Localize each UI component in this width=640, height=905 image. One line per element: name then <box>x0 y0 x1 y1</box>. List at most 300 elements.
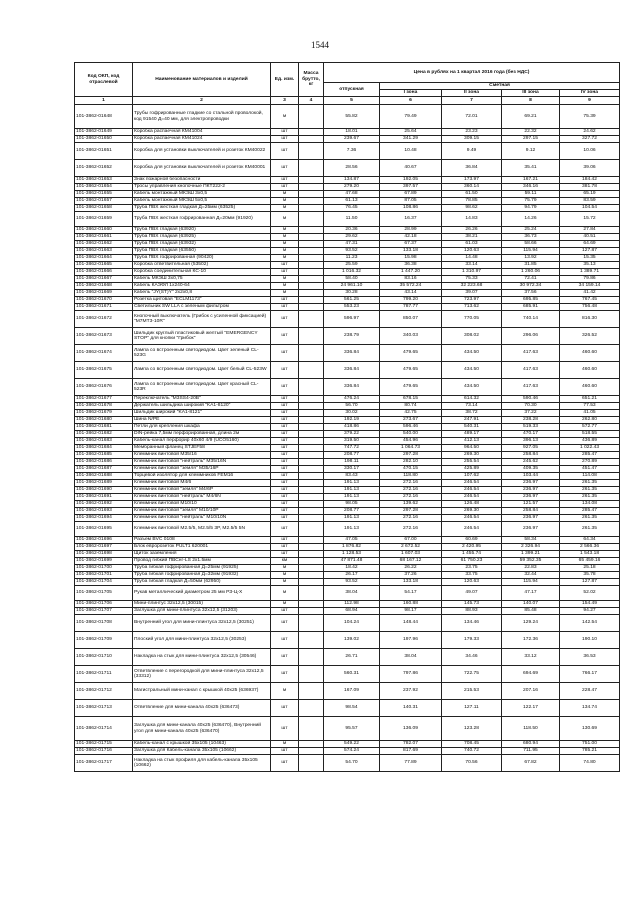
cell-price-otpusk: 596.97 <box>324 311 380 328</box>
cell-name: Клеммник винтовой "земля" M4/6P <box>133 487 271 494</box>
cell-mass <box>299 297 324 304</box>
cell-price-otpusk: 54.70 <box>324 755 380 772</box>
cell-price-zone3: 167.21 <box>502 177 560 184</box>
cell-price-otpusk: 549.22 <box>324 741 380 748</box>
cell-price-zone3: 30 972.34 <box>502 283 560 290</box>
table-row <box>75 424 620 431</box>
cell-code: 101-3862-01709 <box>75 632 133 649</box>
cell-unit: шт <box>271 311 299 328</box>
cell-mass <box>299 445 324 452</box>
cell-price-zone1: 108.86 <box>380 205 442 212</box>
cell-unit: шт <box>271 362 299 379</box>
cell-price-zone1: 28.99 <box>380 227 442 234</box>
cell-code: 101-3862-01684 <box>75 445 133 452</box>
cell-price-zone2: 434.50 <box>442 362 502 379</box>
cell-name: Провод гибкий ПВСнг-LS 2х1.5мм <box>133 558 271 565</box>
cell-name: Торцевой изолятор для клеммников FEM16 <box>133 473 271 480</box>
cell-name: Лампа со встроенным светодиодом. Цвет красный CL-523R <box>133 379 271 396</box>
cell-mass <box>299 438 324 445</box>
cell-code: 101-3862-01675 <box>75 362 133 379</box>
cell-price-zone4: 326.52 <box>560 328 620 345</box>
cell-price-zone2: 246.54 <box>442 480 502 487</box>
cell-code: 101-3862-01674 <box>75 345 133 362</box>
cell-mass <box>299 565 324 572</box>
cell-price-zone2: 215.53 <box>442 683 502 700</box>
table-row <box>75 143 620 160</box>
cell-mass <box>299 184 324 191</box>
table-row <box>75 649 620 666</box>
cell-price-zone2: 740.72 <box>442 748 502 755</box>
cell-price-zone2: 75.33 <box>442 276 502 283</box>
cell-price-zone1: 36.38 <box>380 262 442 269</box>
cell-price-otpusk: 574.24 <box>324 748 380 755</box>
cell-price-zone3: 58.34 <box>502 537 560 544</box>
cell-price-zone4: 261.35 <box>560 494 620 501</box>
table-row <box>75 445 620 452</box>
cell-price-zone1: 273.67 <box>380 417 442 424</box>
cell-mass <box>299 601 324 608</box>
cell-unit: шт <box>271 136 299 143</box>
cell-price-zone1: 272.16 <box>380 487 442 494</box>
cell-price-zone2: 614.32 <box>442 396 502 403</box>
cell-price-zone1: 479.65 <box>380 362 442 379</box>
cell-unit: шт <box>271 160 299 177</box>
cell-name: Щиток заземления <box>133 551 271 558</box>
column-numbers-row <box>75 97 620 105</box>
cell-unit: шт <box>271 608 299 615</box>
cell-name: Клеммник винтовой "земля" M35/16P <box>133 466 271 473</box>
cell-mass <box>299 515 324 522</box>
table-row <box>75 105 620 129</box>
table-row <box>75 234 620 241</box>
cell-price-zone4: 1 022.43 <box>560 445 620 452</box>
cell-price-zone2: 72.01 <box>442 105 502 129</box>
cell-unit: шт <box>271 431 299 438</box>
cell-price-zone4: 35.78 <box>560 572 620 579</box>
cell-price-zone3: 70.30 <box>502 403 560 410</box>
cell-price-zone2: 70.56 <box>442 755 502 772</box>
table-row <box>75 487 620 494</box>
cell-price-zone2: 434.50 <box>442 345 502 362</box>
cell-price-zone1: 42.18 <box>380 234 442 241</box>
table-row <box>75 608 620 615</box>
cell-price-zone4: 41.42 <box>560 290 620 297</box>
cell-mass <box>299 129 324 136</box>
cell-price-otpusk: 336.84 <box>324 362 380 379</box>
cell-mass <box>299 551 324 558</box>
cell-price-zone3: 590.46 <box>502 396 560 403</box>
cell-unit: шт <box>271 445 299 452</box>
cell-price-zone2: 9.49 <box>442 143 502 160</box>
cell-price-otpusk: 93.52 <box>324 579 380 586</box>
cell-price-zone3: 238.28 <box>502 417 560 424</box>
cell-name: Шильдик круглый пластиковый желтый "EMERGENCY STOP" для кнопки "Грибок" <box>133 328 271 345</box>
cell-price-zone4: 270.89 <box>560 459 620 466</box>
cell-price-zone1: 43.14 <box>380 290 442 297</box>
cell-name: Светильник SW LLA с зеленым фильтром <box>133 304 271 311</box>
cell-unit: шт <box>271 438 299 445</box>
cell-price-zone3: 1 399.21 <box>502 551 560 558</box>
cell-price-zone4: 460.60 <box>560 379 620 396</box>
cell-price-zone2: 722.75 <box>442 666 502 683</box>
cell-price-zone2: 134.46 <box>442 615 502 632</box>
cell-name: Магистральный мини-канал с крышкой 40х25 (636937) <box>133 683 271 700</box>
cell-price-zone2: 127.11 <box>442 700 502 717</box>
cell-price-zone2: 308.02 <box>442 328 502 345</box>
cell-code: 101-3862-01695 <box>75 522 133 537</box>
cell-code: 101-3862-01691 <box>75 494 133 501</box>
cell-price-otpusk: 98.05 <box>324 501 380 508</box>
cell-name: Клеммник винтовой M10/10 <box>133 501 271 508</box>
cell-name: Накладка на стык для мини-плинтуса 32х12,5 (30546) <box>133 649 271 666</box>
cell-price-zone2: 360.14 <box>442 184 502 191</box>
table-row <box>75 129 620 136</box>
table-row <box>75 417 620 424</box>
cell-price-otpusk: 1 876.82 <box>324 544 380 551</box>
cell-mass <box>299 234 324 241</box>
cell-mass <box>299 494 324 501</box>
cell-price-zone4: 327.72 <box>560 136 620 143</box>
cell-price-zone3: 2 326.94 <box>502 544 560 551</box>
cell-price-zone2: 107.62 <box>442 473 502 480</box>
cell-price-zone1: 454.96 <box>380 438 442 445</box>
cell-price-zone3: 417.63 <box>502 362 560 379</box>
cell-code: 101-3862-01710 <box>75 649 133 666</box>
cell-name: Разъем BVC 0108 <box>133 537 271 544</box>
cell-price-zone1: 397.57 <box>380 184 442 191</box>
table-row <box>75 579 620 586</box>
cell-unit: шт <box>271 143 299 160</box>
cell-unit: м <box>271 276 299 283</box>
cell-price-otpusk: 1 016.32 <box>324 269 380 276</box>
cell-price-zone3: 236.97 <box>502 480 560 487</box>
cell-price-zone1: 596.46 <box>380 424 442 431</box>
cell-mass <box>299 572 324 579</box>
cell-name: Лампа со встроенным светодиодом. Цвет белый CL-523W <box>133 362 271 379</box>
cell-price-otpusk: 279.20 <box>324 184 380 191</box>
cell-price-otpusk: 83.43 <box>324 473 380 480</box>
cell-price-zone1: 67.37 <box>380 241 442 248</box>
cell-code: 101-3862-01661 <box>75 234 133 241</box>
cell-unit: шт <box>271 466 299 473</box>
cell-price-zone1: 479.65 <box>380 345 442 362</box>
cell-code: 101-3862-01672 <box>75 311 133 328</box>
cell-unit: шт <box>271 494 299 501</box>
cell-price-otpusk: 26.17 <box>324 572 380 579</box>
cell-price-zone1: 479.65 <box>380 379 442 396</box>
cell-code: 101-3862-01689 <box>75 480 133 487</box>
cell-code: 101-3862-01700 <box>75 565 133 572</box>
cell-name: Труба ПВХ гладкая (63932) <box>133 241 271 248</box>
cell-price-otpusk: 167.09 <box>324 683 380 700</box>
cell-code: 101-3862-01665 <box>75 262 133 269</box>
cell-price-otpusk: 192.19 <box>324 417 380 424</box>
cell-price-zone2: 60.69 <box>442 537 502 544</box>
page-number: 1544 <box>311 40 329 50</box>
cell-code: 101-3862-01655 <box>75 191 133 198</box>
cell-name: Клеммник винтовой "земля" M10/10P <box>133 508 271 515</box>
cell-price-zone2: 33.75 <box>442 572 502 579</box>
cell-unit: м <box>271 579 299 586</box>
cell-code: 101-3862-01680 <box>75 417 133 424</box>
table-row <box>75 328 620 345</box>
cell-code: 101-3862-01714 <box>75 717 133 741</box>
cell-price-zone2: 34.46 <box>442 649 502 666</box>
cell-price-otpusk: 104.24 <box>324 615 380 632</box>
cell-price-zone2: 1 310.97 <box>442 269 502 276</box>
cell-mass <box>299 579 324 586</box>
cell-unit: шт <box>271 304 299 311</box>
cell-name: Заглушка для мини-плинтуса 32х12,5 (31203) <box>133 608 271 615</box>
cell-price-zone2: 309.15 <box>442 136 502 143</box>
cell-name: Клеммник винтовой M2.5/5, M2.5/5 3P, M2.5/5 5N <box>133 522 271 537</box>
cell-price-zone3: 417.63 <box>502 345 560 362</box>
price-table <box>74 62 620 772</box>
cell-mass <box>299 649 324 666</box>
cell-mass <box>299 227 324 234</box>
cell-unit: шт <box>271 297 299 304</box>
cell-mass <box>299 136 324 143</box>
cell-unit: м <box>271 205 299 212</box>
cell-code: 101-3862-01712 <box>75 683 133 700</box>
cell-code: 101-3862-01697 <box>75 544 133 551</box>
cell-code: 101-3862-01688 <box>75 473 133 480</box>
cell-price-zone2: 434.50 <box>442 379 502 396</box>
cell-name: Петли для крепления шкафа <box>133 424 271 431</box>
cell-price-zone1: 297.28 <box>380 452 442 459</box>
header-zone2: II зона <box>442 90 502 97</box>
cell-price-otpusk: 191.13 <box>324 487 380 494</box>
cell-price-zone1: 272.16 <box>380 522 442 537</box>
table-row <box>75 572 620 579</box>
cell-code: 101-3862-01690 <box>75 487 133 494</box>
cell-price-zone4: 40.51 <box>560 234 620 241</box>
table-row <box>75 473 620 480</box>
cell-price-zone1: 79.49 <box>380 105 442 129</box>
cell-price-zone4: 518.55 <box>560 431 620 438</box>
cell-price-zone3: 122.17 <box>502 700 560 717</box>
cell-price-zone2: 173.97 <box>442 177 502 184</box>
table-row <box>75 304 620 311</box>
cell-price-zone3: 711.95 <box>502 748 560 755</box>
cell-code: 101-3862-01662 <box>75 241 133 248</box>
cell-price-zone3: 25.24 <box>502 227 560 234</box>
cell-price-zone2: 964.50 <box>442 445 502 452</box>
cell-price-zone2: 123.28 <box>442 717 502 741</box>
cell-price-zone3: 115.94 <box>502 579 560 586</box>
cell-code: 101-3862-01668 <box>75 283 133 290</box>
cell-price-otpusk: 208.77 <box>324 508 380 515</box>
cell-unit: шт <box>271 632 299 649</box>
cell-unit: м <box>271 212 299 227</box>
table-row <box>75 537 620 544</box>
cell-price-zone4: 34 159.14 <box>560 283 620 290</box>
cell-code: 101-3862-01699 <box>75 558 133 565</box>
cell-mass <box>299 586 324 601</box>
cell-unit: шт <box>271 417 299 424</box>
cell-price-zone3: 121.57 <box>502 501 560 508</box>
cell-mass <box>299 362 324 379</box>
cell-unit: шт <box>271 748 299 755</box>
cell-price-otpusk: 112.98 <box>324 601 380 608</box>
cell-mass <box>299 452 324 459</box>
cell-unit: шт <box>271 544 299 551</box>
cell-price-zone3: 33.12 <box>502 649 560 666</box>
cell-code: 101-3862-01705 <box>75 586 133 601</box>
cell-unit: шт <box>271 515 299 522</box>
cell-unit: шт <box>271 459 299 466</box>
table-row <box>75 262 620 269</box>
cell-name: Ответвление для мини-канала 40х25 (636473) <box>133 700 271 717</box>
cell-code: 101-3862-01677 <box>75 396 133 403</box>
cell-code: 101-3862-01681 <box>75 424 133 431</box>
cell-code: 101-3862-01717 <box>75 755 133 772</box>
cell-price-zone2: 61.03 <box>442 241 502 248</box>
cell-price-zone2: 246.54 <box>442 487 502 494</box>
cell-unit: шт <box>271 615 299 632</box>
cell-price-zone2: 723.97 <box>442 297 502 304</box>
cell-price-zone2: 120.63 <box>442 579 502 586</box>
column-number: 5 <box>324 97 380 105</box>
table-row <box>75 515 620 522</box>
cell-code: 101-3862-01706 <box>75 601 133 608</box>
table-row <box>75 480 620 487</box>
cell-price-zone4: 130.69 <box>560 717 620 741</box>
cell-unit: шт <box>271 396 299 403</box>
cell-price-zone4: 36.53 <box>560 649 620 666</box>
cell-mass <box>299 473 324 480</box>
cell-price-zone4: 134.74 <box>560 700 620 717</box>
table-row <box>75 403 620 410</box>
cell-code: 101-3862-01670 <box>75 297 133 304</box>
cell-price-zone4: 15.35 <box>560 255 620 262</box>
cell-name: Труба ПВХ гладкая (63920) <box>133 227 271 234</box>
header-otpusk: отпускная <box>324 83 380 97</box>
cell-price-zone1: 10.48 <box>380 143 442 160</box>
table-row <box>75 283 620 290</box>
cell-price-zone1: 67.00 <box>380 537 442 544</box>
cell-code: 101-3862-01707 <box>75 608 133 615</box>
cell-price-zone3: 927.05 <box>502 445 560 452</box>
cell-unit: шт <box>271 717 299 741</box>
cell-mass <box>299 459 324 466</box>
cell-price-zone2: 540.31 <box>442 424 502 431</box>
cell-price-zone1: 136.09 <box>380 717 442 741</box>
table-row <box>75 205 620 212</box>
cell-code: 101-3862-01692 <box>75 501 133 508</box>
cell-price-zone3: 236.97 <box>502 494 560 501</box>
cell-code: 101-3862-01678 <box>75 403 133 410</box>
cell-unit: шт <box>271 403 299 410</box>
cell-price-zone1: 35 572.24 <box>380 283 442 290</box>
table-row <box>75 362 620 379</box>
cell-mass <box>299 212 324 227</box>
cell-price-zone3: 58.66 <box>502 241 560 248</box>
cell-name: Ответвление с перегородкой для мини-плинтуса 32х12,5 (33312) <box>133 666 271 683</box>
table-row <box>75 700 620 717</box>
cell-mass <box>299 537 324 544</box>
table-row <box>75 191 620 198</box>
column-number: 9 <box>560 97 620 105</box>
cell-price-otpusk: 238.79 <box>324 328 380 345</box>
cell-price-zone4: 261.35 <box>560 487 620 494</box>
cell-price-zone2: 73.14 <box>442 403 502 410</box>
cell-price-otpusk: 47.31 <box>324 241 380 248</box>
cell-unit: шт <box>271 480 299 487</box>
cell-price-otpusk: 38.04 <box>324 586 380 601</box>
cell-price-zone4: 41.05 <box>560 410 620 417</box>
table-row <box>75 290 620 297</box>
cell-price-zone3: 47.17 <box>502 586 560 601</box>
cell-mass <box>299 345 324 362</box>
table-row <box>75 586 620 601</box>
table-row <box>75 396 620 403</box>
cell-price-zone1: 40.67 <box>380 160 442 177</box>
column-number: 8 <box>502 97 560 105</box>
cell-price-zone2: 246.54 <box>442 515 502 522</box>
cell-price-zone1: 37.26 <box>380 572 442 579</box>
cell-mass <box>299 632 324 649</box>
cell-code: 101-3862-01669 <box>75 290 133 297</box>
cell-price-zone2: 49.07 <box>442 586 502 601</box>
cell-price-zone2: 61.50 <box>442 191 502 198</box>
cell-code: 101-3862-01698 <box>75 551 133 558</box>
cell-name: Блок евророзеток PULT1 620001 <box>133 544 271 551</box>
cell-price-otpusk: 191.13 <box>324 494 380 501</box>
cell-code: 101-3862-01713 <box>75 700 133 717</box>
cell-price-zone1: 787.77 <box>380 304 442 311</box>
cell-mass <box>299 262 324 269</box>
cell-code: 101-3862-01663 <box>75 248 133 255</box>
cell-mass <box>299 748 324 755</box>
cell-mass <box>299 191 324 198</box>
cell-price-zone2: 33.14 <box>442 262 502 269</box>
cell-price-zone1: 297.28 <box>380 508 442 515</box>
cell-price-zone3: 258.84 <box>502 452 560 459</box>
cell-price-zone4: 35.13 <box>560 262 620 269</box>
cell-price-otpusk: 1 128.53 <box>324 551 380 558</box>
cell-price-zone2: 38.21 <box>442 234 502 241</box>
cell-name: Плоский угол для мини-плинтуса 32х12,5 (30253) <box>133 632 271 649</box>
table-row <box>75 755 620 772</box>
cell-price-zone1: 133.18 <box>380 248 442 255</box>
cell-price-zone1: 192.05 <box>380 177 442 184</box>
cell-price-zone1: 1 447.20 <box>380 269 442 276</box>
cell-price-zone2: 88.93 <box>442 608 502 615</box>
cell-name: Клеммник винтовой "нейтраль" M35/16N <box>133 459 271 466</box>
cell-price-otpusk: 7.36 <box>324 143 380 160</box>
table-row <box>75 198 620 205</box>
cell-price-otpusk: 208.77 <box>324 452 380 459</box>
cell-price-otpusk: 134.87 <box>324 177 380 184</box>
column-number: 7 <box>442 97 502 105</box>
table-row <box>75 551 620 558</box>
cell-price-zone1: 80.74 <box>380 403 442 410</box>
cell-mass <box>299 255 324 262</box>
cell-price-otpusk: 319.50 <box>324 438 380 445</box>
cell-price-zone2: 255.54 <box>442 459 502 466</box>
cell-price-zone2: 23.75 <box>442 565 502 572</box>
cell-price-zone2: 61 750.23 <box>442 558 502 565</box>
cell-price-zone4: 24.62 <box>560 129 620 136</box>
cell-unit: шт <box>271 410 299 417</box>
table-row <box>75 136 620 143</box>
cell-name: Труба гибкая гладкая Д=50мм (62950) <box>133 579 271 586</box>
table-row <box>75 379 620 396</box>
cell-code: 101-3862-01666 <box>75 269 133 276</box>
cell-price-otpusk: 29.62 <box>324 234 380 241</box>
cell-price-otpusk: 379.22 <box>324 431 380 438</box>
